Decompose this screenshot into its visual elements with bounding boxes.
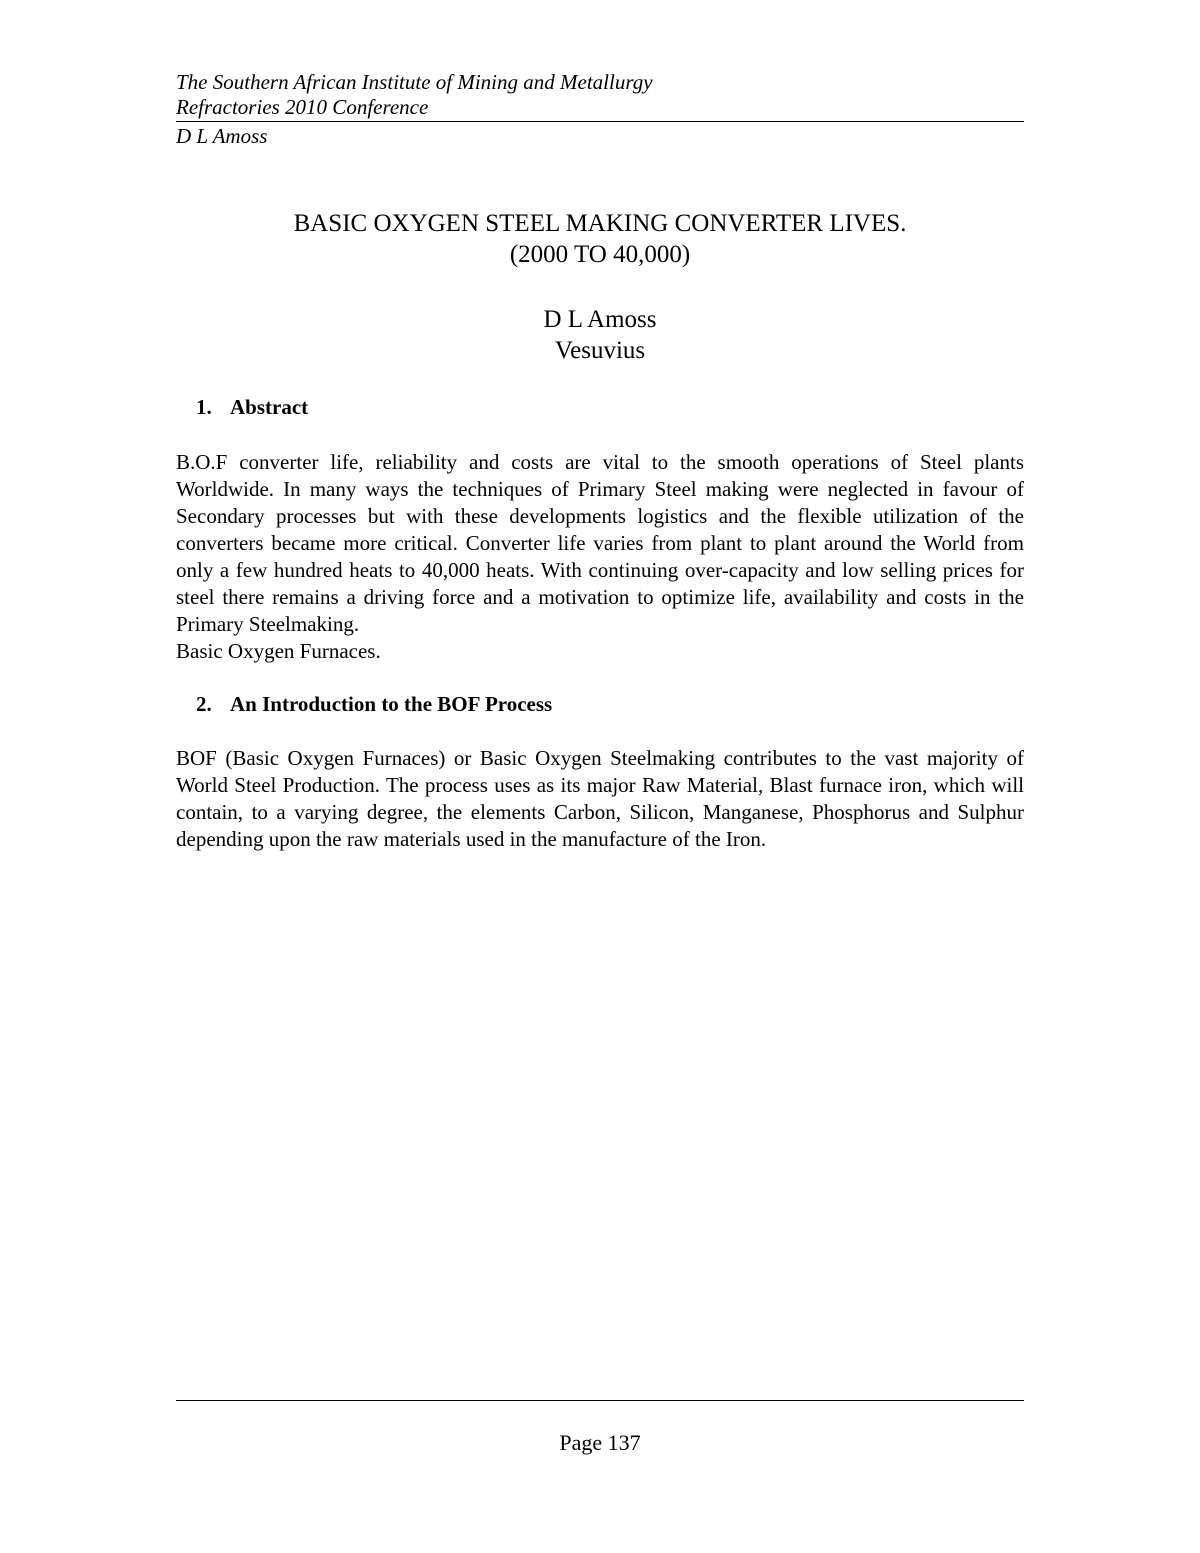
section-title: Abstract [230,395,309,419]
section-number: 2. [196,692,212,716]
header-author: D L Amoss [176,124,268,148]
section-title: An Introduction to the BOF Process [230,692,553,716]
abstract-body-tail: Basic Oxygen Furnaces. [176,639,381,663]
footer-divider [176,1400,1024,1401]
header-divider [176,121,1024,122]
paper-title [176,208,1024,270]
paper-title-line-2: (2000 TO 40,000) [509,241,691,268]
header-conference: Refractories 2010 Conference [176,95,429,119]
section-heading-abstract [196,394,308,420]
abstract-body: B.O.F converter life, reliability and costs are vital to the smooth operations of Steel plants Worldwide. In many ways the techniques of Primary Steel making were neglected in favour of Secondary processes but with these developments logistics and the flexible utilization of the converters became more critical. Converter life varies from plant to plant around the World from only a few hundred heats to 40,000 heats. With continuing over-capacity and low selling prices for steel there remains a driving force and a motivation to optimize life, availability and costs in the Primary Steelmaking. [176,450,1024,636]
introduction-paragraph [176,745,1024,853]
paper-title-line-1: BASIC OXYGEN STEEL MAKING CONVERTER LIVES. [293,210,907,237]
abstract-paragraph [176,449,1024,665]
introduction-body: BOF (Basic Oxygen Furnaces) or Basic Oxygen Steelmaking contributes to the vast majority of World Steel Production. The process uses as its major Raw Material, Blast furnace iron, which will contain, to a varying degree, the elements Carbon, Silicon, Manganese, Phosphorus and Sulphur depending upon the raw materials used in the manufacture of the Iron. [176,746,1024,851]
section-number: 1. [196,395,212,419]
byline-affiliation: Vesuvius [554,337,646,364]
running-header [176,70,1024,120]
byline [176,304,1024,366]
byline-author: D L Amoss [543,306,657,333]
section-heading-introduction [196,691,552,717]
page-number: Page 137 [559,1430,641,1455]
header-institute: The Southern African Institute of Mining and Metallurgy [176,70,653,94]
